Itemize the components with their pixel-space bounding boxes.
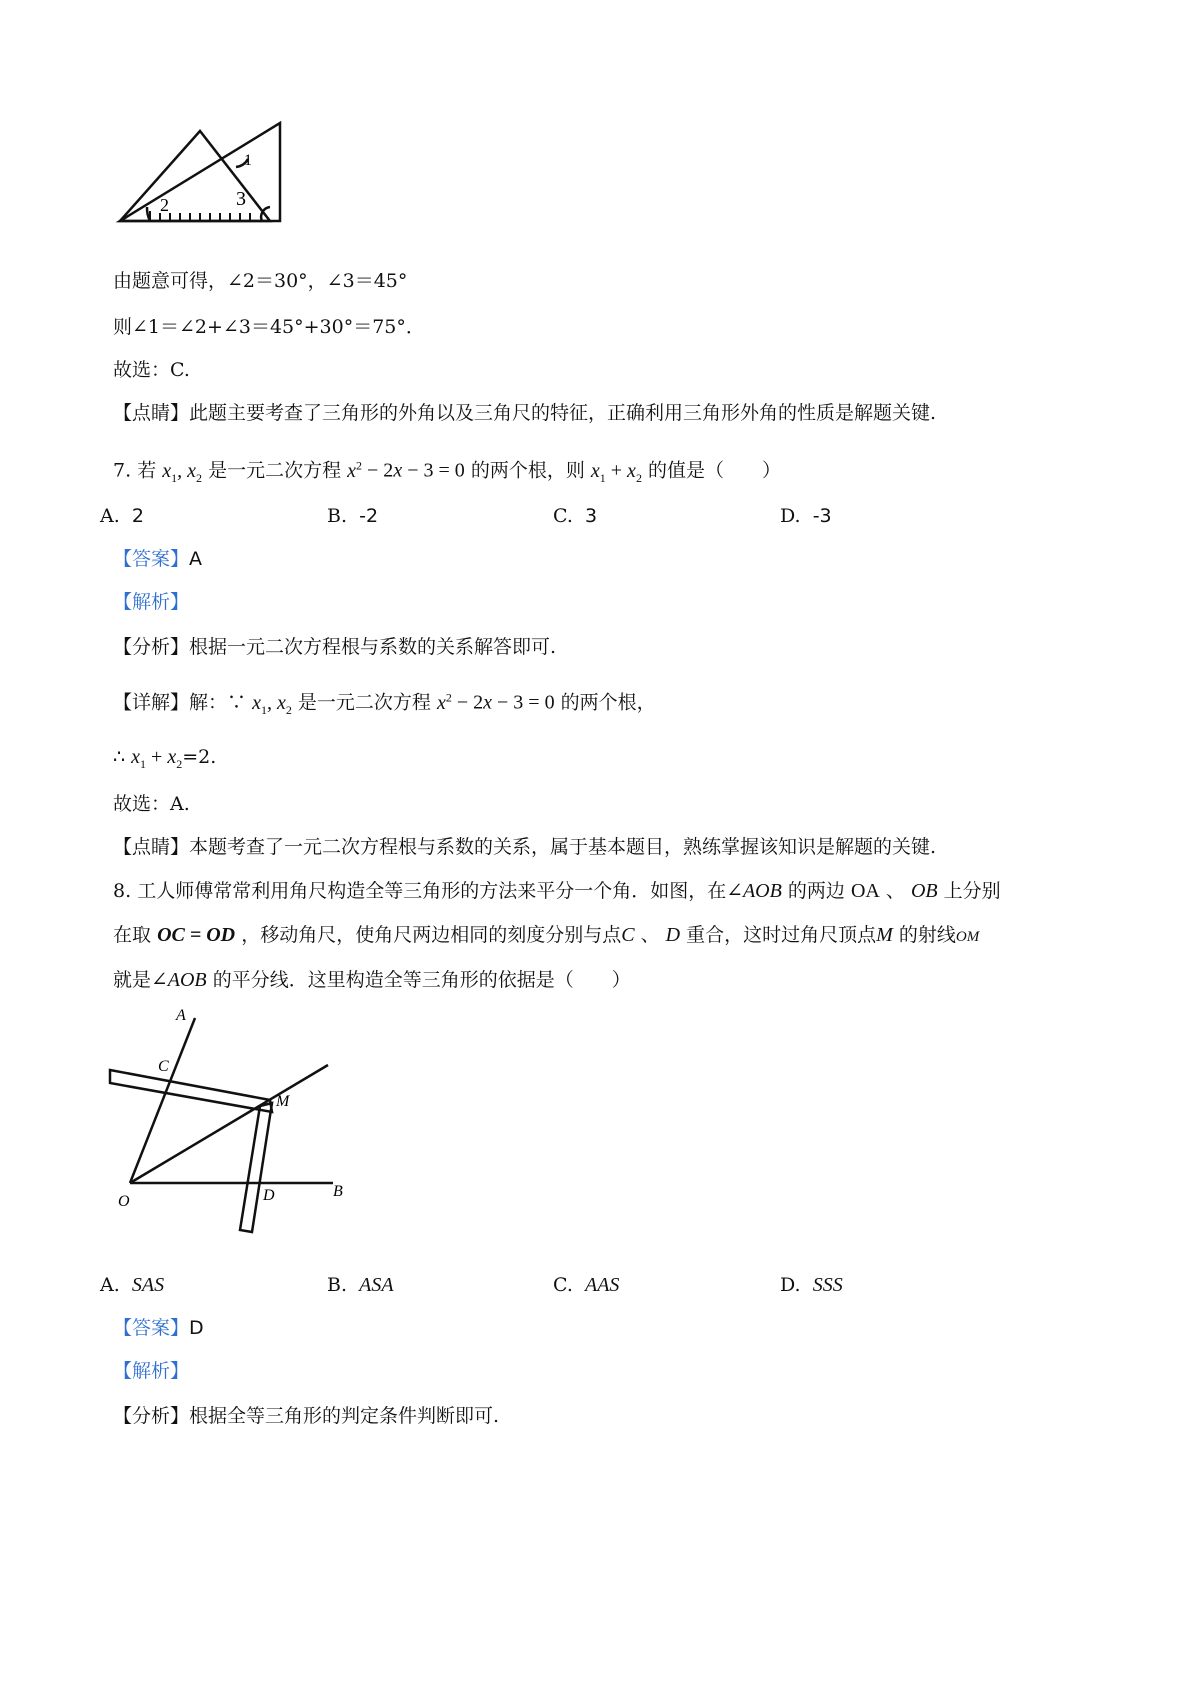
q7-fenxi: 【分析】根据一元二次方程根与系数的关系解答即可. [113, 636, 557, 658]
question-7-stem: 7. 若 $x_1$, $x_2$ 是一元二次方程 $x^2 - 2x - 3 = 0$ 的两个根，则 $x_1 + x_2$ 的值是（ ） [113, 458, 781, 485]
angle-label-3: 3 [236, 188, 246, 210]
q7-option-c[interactable]: C. 3 [553, 505, 598, 527]
question-8-line-3: 就是∠AOB 的平分线．这里构造全等三角形的依据是（ ） [113, 969, 631, 991]
angle-label-2: 2 [160, 195, 169, 215]
point-label-o: O [118, 1193, 130, 1210]
point-label-m: M [276, 1093, 290, 1110]
solution-line-2: 则∠1＝∠2+∠3＝45°+30°＝75°． [113, 316, 425, 338]
angle-label-1: 1 [244, 152, 252, 169]
q8-analysis-tag: 【解析】 [113, 1360, 190, 1382]
q8-answer: 【答案】D [113, 1317, 204, 1339]
q7-comment: 【点睛】本题考查了一元二次方程根与系数的关系，属于基本题目，熟练掌握该知识是解题的关键. [113, 836, 937, 858]
solution-line-1: 由题意可得，∠2＝30°，∠3＝45° [113, 270, 408, 292]
q8-option-a[interactable]: A. SAS [100, 1274, 165, 1296]
q7-option-d[interactable]: D. -3 [780, 505, 832, 527]
point-label-b: B [333, 1183, 343, 1200]
point-label-c: C [158, 1058, 169, 1075]
triangle-ruler-figure [110, 115, 310, 250]
question-8-line-2: 在取 OC = OD ，移动角尺，使角尺两边相同的刻度分别与点C 、 D 重合，这时过角尺顶点M 的射线OM [113, 924, 980, 946]
q8-fenxi: 【分析】根据全等三角形的判定条件判断即可. [113, 1405, 500, 1427]
question-8-line-1: 8. 工人师傅常常利用角尺构造全等三角形的方法来平分一个角．如图，在∠AOB 的两边 OA 、 OB 上分别 [113, 880, 1001, 902]
point-label-a: A [176, 1008, 186, 1024]
q7-choice: 故选：A. [113, 793, 190, 815]
q8-option-c[interactable]: C. AAS [553, 1274, 620, 1296]
q8-option-d[interactable]: D. SSS [780, 1274, 843, 1296]
angle-bisector-figure [100, 1008, 360, 1238]
q7-option-a[interactable]: A. 2 [100, 505, 144, 527]
solution-choice: 故选：C. [113, 359, 190, 381]
q8-option-b[interactable]: B. ASA [327, 1274, 394, 1296]
q7-therefore: ∴ $x_1 + x_2=2$. [113, 746, 217, 771]
q7-option-b[interactable]: B. -2 [327, 505, 379, 527]
solution-comment: 【点睛】此题主要考查了三角形的外角以及三角尺的特征，正确利用三角形外角的性质是解题关键. [113, 402, 937, 424]
q7-analysis-tag: 【解析】 [113, 591, 190, 613]
q7-answer: 【答案】A [113, 548, 203, 570]
point-label-d: D [263, 1187, 275, 1204]
q7-detail: 【详解】解：∵ $x_1$, $x_2$ 是一元二次方程 $x^2 - 2x - 3 = 0$ 的两个根， [113, 690, 656, 717]
